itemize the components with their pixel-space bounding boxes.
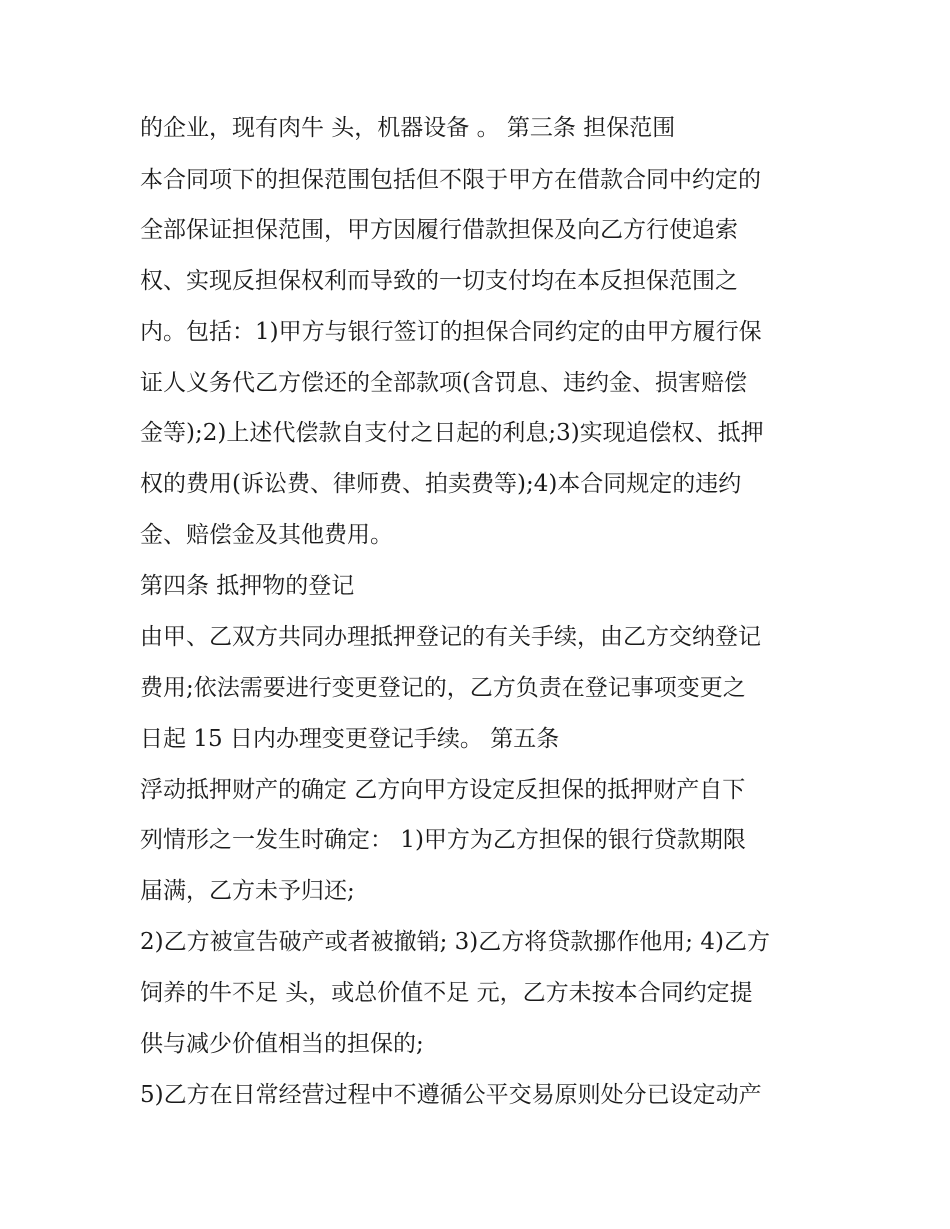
text-line: 本合同项下的担保范围包括但不限于甲方在借款合同中约定的 [140,167,761,193]
text-line: 饲养的牛不足 头，或总价值不足 元，乙方未按本合同约定提 [140,980,753,1006]
text-line: 费用;依法需要进行变更登记的，乙方负责在登记事项变更之 [140,675,746,701]
text-line: 届满，乙方未予归还; [140,878,355,904]
text-line: 供与减少价值相当的担保的; [140,1031,424,1057]
text-line: 金等);2)上述代偿款自支付之日起的利息;3)实现追偿权、抵押 [140,420,764,446]
text-line: 内。包括：1)甲方与银行签订的担保合同约定的由甲方履行保 [140,319,762,345]
text-line: 列情形之一发生时确定： 1)甲方为乙方担保的银行贷款期限 [140,827,746,853]
text-line: 浮动抵押财产的确定 乙方向甲方设定反担保的抵押财产自下 [140,777,746,803]
text-line: 金、赔偿金及其他费用。 [140,522,393,548]
text-line: 5)乙方在日常经营过程中不遵循公平交易原则处分已设定动产 [140,1082,762,1108]
text-line: 全部保证担保范围，甲方因履行借款担保及向乙方行使追索 [140,217,738,243]
text-line: 权的费用(诉讼费、律师费、拍卖费等);4)本合同规定的违约 [140,471,742,497]
section-heading: 第四条 抵押物的登记 [140,573,355,599]
text-line: 由甲、乙双方共同办理抵押登记的有关手续，由乙方交纳登记 [140,624,761,650]
text-line: 的企业，现有肉牛 头，机器设备 。 第三条 担保范围 [140,115,676,141]
text-line: 日起 15 日内办理变更登记手续。 第五条 [140,726,560,752]
text-line: 证人义务代乙方偿还的全部款项(含罚息、违约金、损害赔偿 [140,370,747,396]
text-line: 权、实现反担保权利而导致的一切支付均在本反担保范围之 [140,268,738,294]
text-line: 2)乙方被宣告破产或者被撤销; 3)乙方将贷款挪作他用; 4)乙方 [140,929,770,955]
